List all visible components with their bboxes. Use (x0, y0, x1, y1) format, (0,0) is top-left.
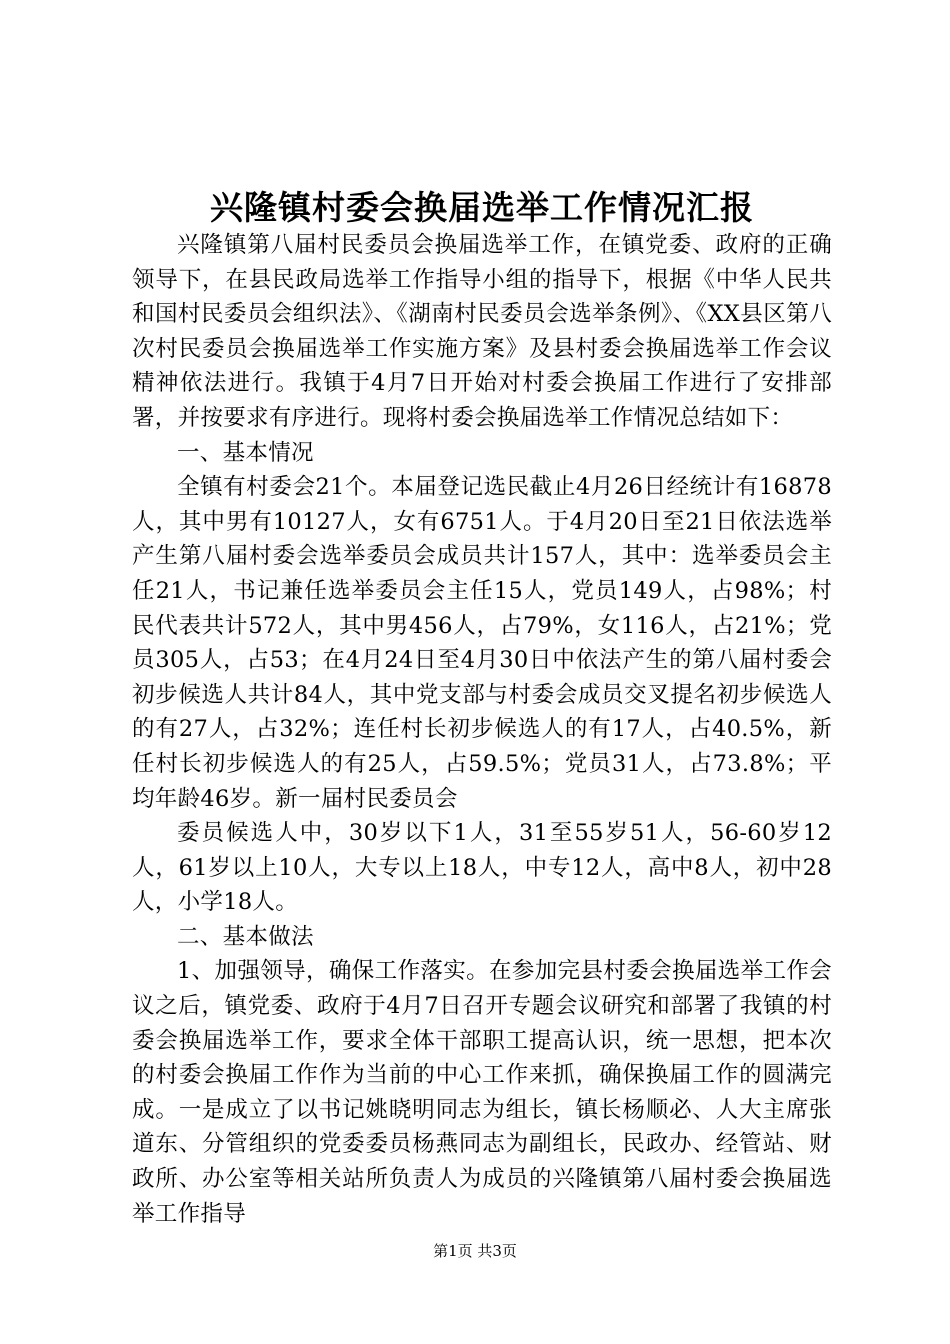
paragraph-candidate-breakdown: 委员候选人中，30岁以下1人，31至55岁51人，56-60岁12人，61岁以上10人，大专以上18人，中专12人，高中8人，初中28人，小学18人。 (132, 820, 832, 916)
section-heading-basic-situation: 一、基本情况 (177, 439, 314, 466)
paragraph-statistics: 全镇有村委会21个。本届登记选民截止4月26日经统计有16878人，其中男有10127人，女有6751人。于4月20日至21日依法选举产生第八届村委会选举委员会成员共计157人，其中：选举委员会主任21人，书记兼任选举委员会主任15人，党员149人，占98%；村民代表共计572人，其中男456人，占79%，女116人，占21%；党员305人，占53；在4月24日至4月30日中依法产生的第八届村委会初步候选人共计84人，其中党支部与村委会成员交叉提名初步候选人的有27人，占32%；连任村长初步候选人的有17人，占40.5%，新任村长初步候选人的有25人，占59.5%；党员31人，占73.8%；平均年龄46岁。新一届村民委员会 (132, 474, 832, 812)
page-number-footer: 第1页 共3页 (433, 1242, 517, 1260)
paragraph-intro: 兴隆镇第八届村民委员会换届选举工作，在镇党委、政府的正确领导下，在县民政局选举工作指导小组的指导下，根据《中华人民共和国村民委员会组织法》、《湖南村民委员会选举条例》、《XX县区第八次村民委员会换届选举工作实施方案》及县村委会换届选举工作会议精神依法进行。我镇于4月7日开始对村委会换届工作进行了安排部署，并按要求有序进行。现将村委会换届选举工作情况总结如下： (132, 232, 832, 431)
document-title: 兴隆镇村委会换届选举工作情况汇报 (210, 188, 754, 227)
section-heading-basic-approach: 二、基本做法 (177, 923, 314, 950)
document-body (132, 228, 832, 1231)
paragraph-leadership: 1、加强领导，确保工作落实。在参加完县村委会换届选举工作会议之后，镇党委、政府于4月7日召开专题会议研究和部署了我镇的村委会换届选举工作，要求全体干部职工提高认识，统一思想，把本次的村委会换届工作作为当前的中心工作来抓，确保换届工作的圆满完成。一是成立了以书记姚晓明同志为组长，镇长杨顺必、人大主席张道东、分管组织的党委委员杨燕同志为副组长，民政办、经管站、财政所、办公室等相关站所负责人为成员的兴隆镇第八届村委会换届选举工作指导 (132, 958, 832, 1227)
